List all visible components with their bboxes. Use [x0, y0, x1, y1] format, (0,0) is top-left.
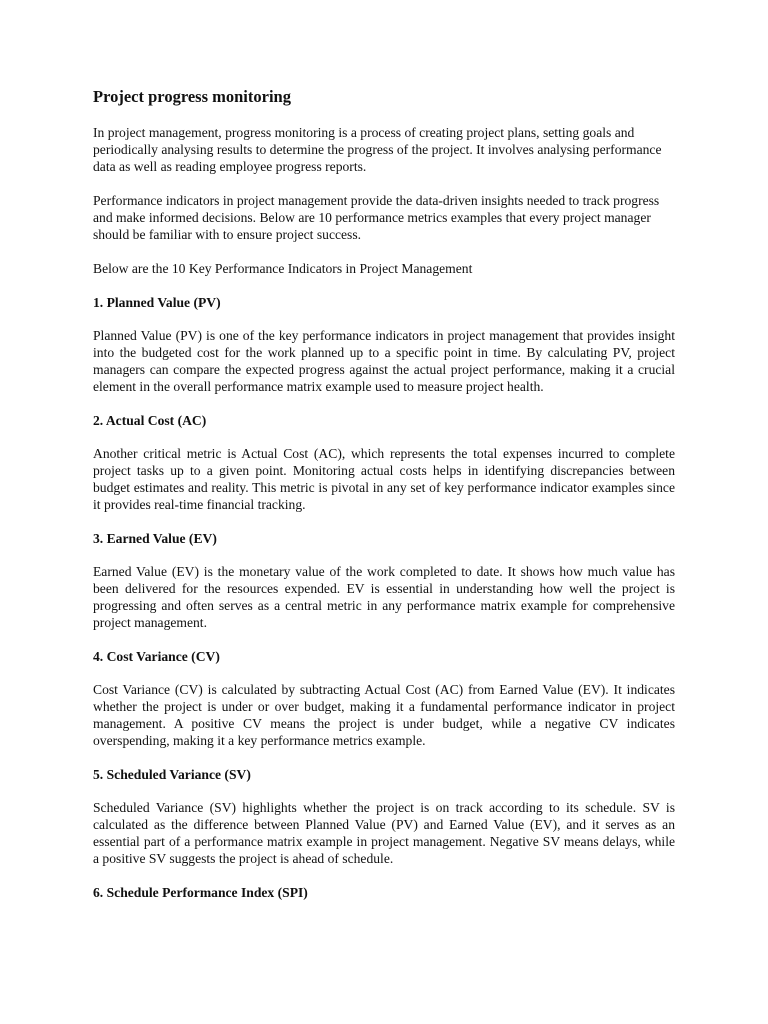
- kpi-heading: 2. Actual Cost (AC): [93, 413, 207, 428]
- kpi-section-sv: [93, 766, 675, 867]
- kpi-body: Another critical metric is Actual Cost (AC), which represents the total expenses incurred to complete project tasks up to a given point. Monitoring actual costs helps in identifying discrepancies between budget estimates and reality. This metric is pivotal in any set of key performance indicator examples since it provides real-time financial tracking.: [93, 446, 675, 512]
- kpi-body: Earned Value (EV) is the monetary value of the work completed to date. It shows how much value has been delivered for the resources expended. EV is essential in understanding how well the project is progressing and often serves as a central metric in any performance matrix example for comprehensive project management.: [93, 564, 675, 630]
- kpi-section-pv: [93, 294, 675, 395]
- kpi-heading: 5. Scheduled Variance (SV): [93, 767, 251, 782]
- kpi-body: Cost Variance (CV) is calculated by subtracting Actual Cost (AC) from Earned Value (EV). It indicates whether the project is under or over budget, making it a fundamental performance indicator in project management. A positive CV means the project is under budget, while a negative CV indicates overspending, making it a key performance metrics example.: [93, 682, 675, 748]
- intro-paragraph-2: Performance indicators in project management provide the data-driven insights needed to track progress and make informed decisions. Below are 10 performance metrics examples that every project manager should be familiar with to ensure project success.: [93, 193, 660, 242]
- intro-paragraph-1: In project management, progress monitoring is a process of creating project plans, setting goals and periodically analysing results to determine the progress of the project. It involves analysing performance data as well as reading employee progress reports.: [93, 125, 662, 174]
- kpi-list-lead: Below are the 10 Key Performance Indicators in Project Management: [93, 261, 473, 276]
- kpi-section-cv: [93, 648, 675, 749]
- kpi-heading: 4. Cost Variance (CV): [93, 649, 220, 664]
- kpi-section-spi: [93, 884, 675, 901]
- document-page: [93, 86, 675, 917]
- kpi-section-ev: [93, 530, 675, 631]
- kpi-body: Scheduled Variance (SV) highlights whether the project is on track according to its schedule. SV is calculated as the difference between Planned Value (PV) and Earned Value (EV), and it serves as an essential part of a performance matrix example in project management. Negative SV means delays, while a positive SV suggests the project is ahead of schedule.: [93, 800, 675, 866]
- kpi-section-ac: [93, 412, 675, 513]
- kpi-body: Planned Value (PV) is one of the key performance indicators in project management that provides insight into the budgeted cost for the work planned up to a specific point in time. By calculating PV, project managers can compare the expected progress against the actual project performance, making it a crucial element in the overall performance matrix example used to measure project health.: [93, 328, 675, 394]
- kpi-heading: 3. Earned Value (EV): [93, 531, 217, 546]
- page-title: Project progress monitoring: [93, 87, 291, 106]
- kpi-heading: 6. Schedule Performance Index (SPI): [93, 885, 308, 900]
- kpi-heading: 1. Planned Value (PV): [93, 295, 221, 310]
